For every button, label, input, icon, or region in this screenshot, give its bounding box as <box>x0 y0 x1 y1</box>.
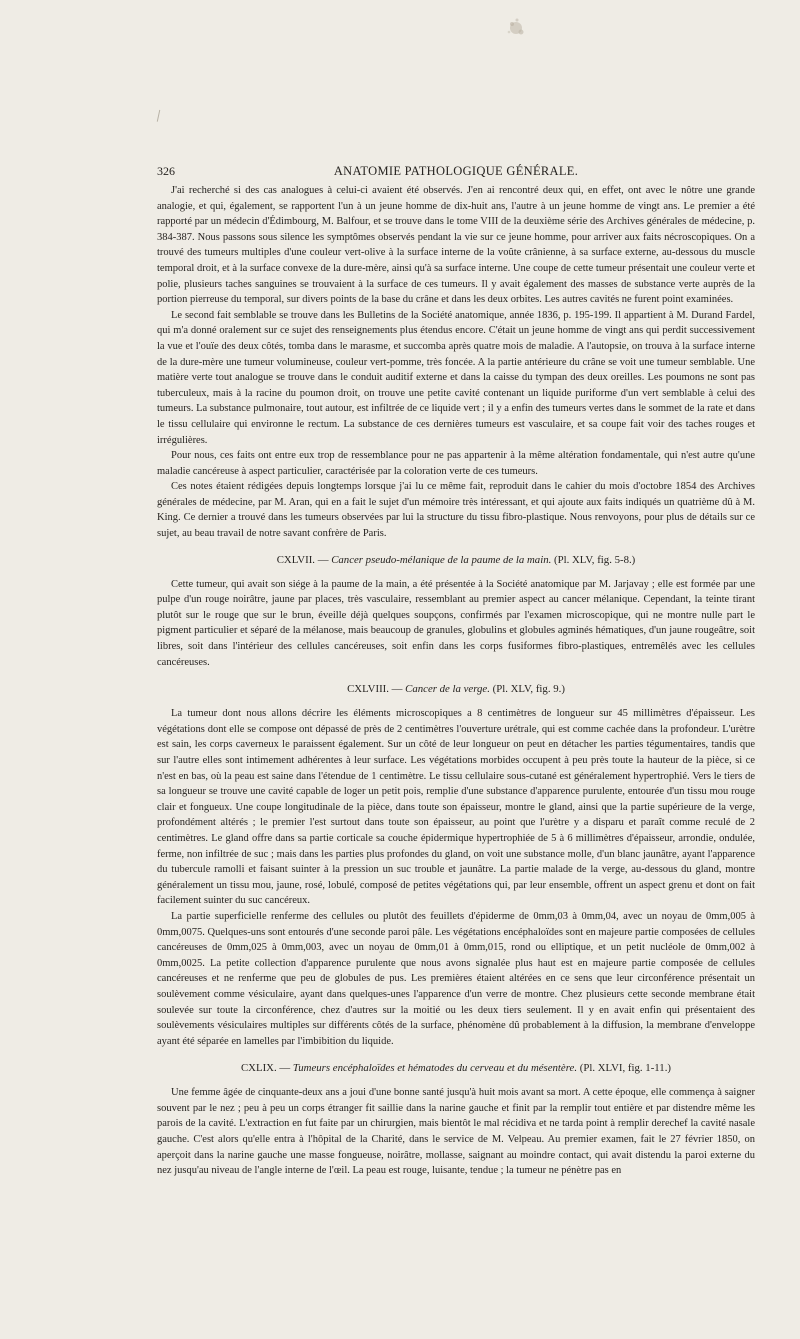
section-heading-cxlviii <box>157 682 755 696</box>
body-text <box>157 183 755 1179</box>
page-header <box>157 164 755 182</box>
plate-reference: (Pl. XLVI, fig. 1-11.) <box>579 1062 671 1075</box>
section-number: CXLIX. — <box>240 1062 291 1075</box>
stray-pencil-mark <box>157 110 162 122</box>
section-number: CXLVII. — <box>276 553 329 566</box>
running-title: ANATOMIE PATHOLOGIQUE GÉNÉRALE. <box>333 164 579 178</box>
paragraph: Une femme âgée de cinquante-deux ans a joui d'une bonne santé jusqu'à huit mois avant sa mort. A cette époque, elle commença à saigner souvent par le nez ; peu à peu un corps étranger fit saillie dans la narine gauche et finit par la remplir tout entière et par distendre même les parois de la cavité. L'extraction en fut faite par un chirurgien, mais bientôt le mal récidiva et ne tarda point à remplir derechef la cavité nasale gauche. C'est alors qu'elle entra à l'hôpital de la Charité, dans le service de M. Velpeau. Au premier examen, fait le 27 février 1850, on aperçoit dans la narine gauche une masse fongueuse, noirâtre, mollasse, saignant au moindre contact, qui avait distendu la paroi externe du nez jusqu'au niveau de l'angle interne de l'œil. La peau est rouge, luisante, tendue ; la tumeur ne pénètre pas en <box>157 1087 755 1177</box>
section-title: Tumeurs encéphaloïdes et hématodes du cerveau et du mésentère. <box>292 1062 578 1075</box>
section-title: Cancer pseudo-mélanique de la paume de la main. <box>331 553 552 566</box>
paragraph: J'ai recherché si des cas analogues à celui-ci avaient été observés. J'en ai rencontré deux qui, en effet, ont avec le nôtre une grande analogie, et qui, également, se rapportent l'un à un jeune homme de dix-huit ans, l'autre à un jeune homme de vingt ans. Le premier a été rapporté par un médecin d'Édimbourg, M. Balfour, et se trouve dans le tome VIII de la deuxième série des Archives générales de médecine, p. 384-387. Nous passons sous silence les symptômes observés pendant la vie sur ce jeune homme, pour arriver aux faits nécroscopiques. On a trouvé des tumeurs multiples d'une couleur vert-olive à la surface interne de la voûte crânienne, à sa surface externe, au-dessous du muscle temporal droit, et à la surface convexe de la dure-mère, ainsi qu'à sa surface interne. Une coupe de cette tumeur présentait une couleur verte et polie, plusieurs taches sanguines se trouvaient à la surface de ces tumeurs. Il y avait également des masses de substance verte auprès de la portion pierreuse du temporal, sur divers points de la base du crâne et dans les deux orbites. Les autres cavités ne furent point examinées. <box>157 185 755 306</box>
paragraph: Ces notes étaient rédigées depuis longtemps lorsque j'ai lu ce même fait, reproduit dans le cahier du mois d'octobre 1854 des Archives générales de médecine, par M. Aran, qui en a fait le sujet d'un mémoire très intéressant, et qui ajoute aux faits indiqués un quatrième dû à M. King. Ce dernier a trouvé dans les tumeurs observées par lui la structure du tissu fibro-plastique. Nous renvoyons, pour plus de détails sur ce sujet, au beau travail de notre savant confrère de Paris. <box>157 481 755 540</box>
section-heading-cxlix <box>157 1061 755 1075</box>
section-heading-cxlvii <box>157 553 755 567</box>
ink-blot-stain <box>496 10 536 50</box>
paragraph: La partie superficielle renferme des cellules ou plutôt des feuillets d'épiderme de 0mm,03 à 0mm,04, avec un noyau de 0mm,005 à 0mm,0075. Quelques-uns sont entourés d'une seconde paroi pâle. Les végétations encéphaloïdes sont en majeure partie composées de cellules cancéreuses de 0mm,025 à 0mm,003, avec un noyau de 0mm,01 à 0mm,015, rond ou elliptique, et un petit nucléole de 0mm,002 à 0mm,0025. La petite collection d'apparence purulente que nous avons signalée plus haut est en majeure partie composée de cellules cancéreuses et ne renferme que peu de globules de pus. Les premières étaient altérées en ce sens que leur circonférence présentait un soulèvement comme vésiculaire, ayant dans quelques-unes l'apparence d'un verre de montre. Chez plusieurs cette seconde membrane était soulevée sur toute la circonférence, chez d'autres sur la moitié ou les deux tiers seulement. Il y en avait enfin qui présentaient des soulèvements vésiculaires multiples sur différents côtés de la surface, phénomène dû probablement à la diffusion, la membrane d'enveloppe ayant été séparée en lamelles par l'imbibition du liquide. <box>157 910 755 1047</box>
paragraph: La tumeur dont nous allons décrire les éléments microscopiques a 8 centimètres de longueur sur 45 millimètres d'épaisseur. Les végétations dont elle se compose ont dépassé de près de 2 centimètres l'ouverture urétrale, qui est comme cachée dans la profondeur. L'urètre est sain, les corps caverneux le paraissent également. Sur un côté de leur longueur on peut en détacher les parties tégumentaires, tandis que sur l'autre elles sont intimement adhérentes à leur surface. Les végétations morbides occupent à peu près toute la hauteur de la pièce, si ce n'est en bas, où la peau est saine dans l'étendue de 1 centimètre. Le tissu cellulaire sous-cutané est généralement hypertrophié. Vers le tiers de sa longueur se trouve une cavité capable de loger un petit pois, remplie d'une substance d'apparence purulente, entourée d'un tissu mou rouge clair et fongueux. Une coupe longitudinale de la pièce, dans toute son épaisseur, montre le gland, ainsi que la partie supérieure de la verge, profondément altérés ; le premier l'est surtout dans toute son épaisseur, au point que l'urètre y a disparu et paraît comme reculé de 2 centimètres. Le gland offre dans sa partie corticale sa couche épidermique hypertrophiée de 5 à 6 millimètres d'épaisseur, arrondie, ondulée, ferme, non infiltrée de suc ; mais dans les parties plus profondes du gland, on voit une substance molle, d'un blanc jaunâtre, ayant l'apparence du tubercule ramolli et faisant suinter à la pression un suc trouble et jaunâtre. La partie malade de la verge, au-dessous du gland, montre généralement un tissu mou, jaune, rosé, lobulé, composé de petites végétations qui, par leur ensemble, offrent un aspect grenu et dont on fait facilement suinter du suc cancéreux. <box>157 708 755 907</box>
plate-reference: (Pl. XLV, fig. 9.) <box>492 683 565 696</box>
plate-reference: (Pl. XLV, fig. 5-8.) <box>554 553 636 566</box>
paragraph: Cette tumeur, qui avait son siége à la paume de la main, a été présentée à la Société anatomique par M. Jarjavay ; elle est formée par une pulpe d'un rouge noirâtre, jaune par places, très vasculaire, ressemblant au premier aspect au cancer mélanique. Cependant, la teinte tirant plutôt sur le rouge que sur le brun, éveille déjà quelques soupçons, confirmés par l'examen microscopique, qui ne montre nulle part le pigment particulier et séparé de la mélanose, mais beaucoup de granules, globulins et globules agminés hématiques, d'un jaune rougeâtre, soit libres, soit dans l'intérieur des cellules cancéreuses, soit enfin dans les corps fusiformes fibro-plastiques, entremêlés avec les cellules cancéreuses. <box>157 578 755 668</box>
paragraph: Pour nous, ces faits ont entre eux trop de ressemblance pour ne pas appartenir à la même altération fondamentale, qui n'est autre qu'une maladie cancéreuse à aspect particulier, caractérisée par la coloration verte de ces tumeurs. <box>157 450 755 477</box>
paragraph: Le second fait semblable se trouve dans les Bulletins de la Société anatomique, année 1836, p. 195-199. Il appartient à M. Durand Fardel, qui m'a donné oralement sur ce sujet des renseignements plus étendus encore. C'était un jeune homme de vingt ans qui perdit successivement la vue et l'ouïe des deux côtés, tomba dans le marasme, et succomba après quatre mois de maladie. A l'autopsie, on trouva à la surface interne de la dure-mère une tumeur volumineuse, couleur vert-pomme, très foncée. A la partie antérieure du crâne se voit une tumeur semblable. Une matière verte tout analogue se trouve dans le conduit auditif externe et dans la caisse du tympan des deux oreilles. Les poumons ne sont pas tuberculeux, mais à la racine du poumon droit, on trouve une petite cavité contenant un liquide puriforme d'un vert semblable à celui des tumeurs. La substance pulmonaire, tout autour, est infiltrée de ce liquide vert ; il y a enfin des tumeurs vertes dans le sommet de la rate et dans le tissu cellulaire qui environne le rectum. La substance de ces dernières tumeurs est vasculaire, et sa coupe fait voir des taches rouges et irrégulières. <box>157 309 755 446</box>
section-number: CXLVIII. — <box>347 683 403 696</box>
section-title: Cancer de la verge. <box>405 683 490 696</box>
page-number: 326 <box>157 164 175 178</box>
